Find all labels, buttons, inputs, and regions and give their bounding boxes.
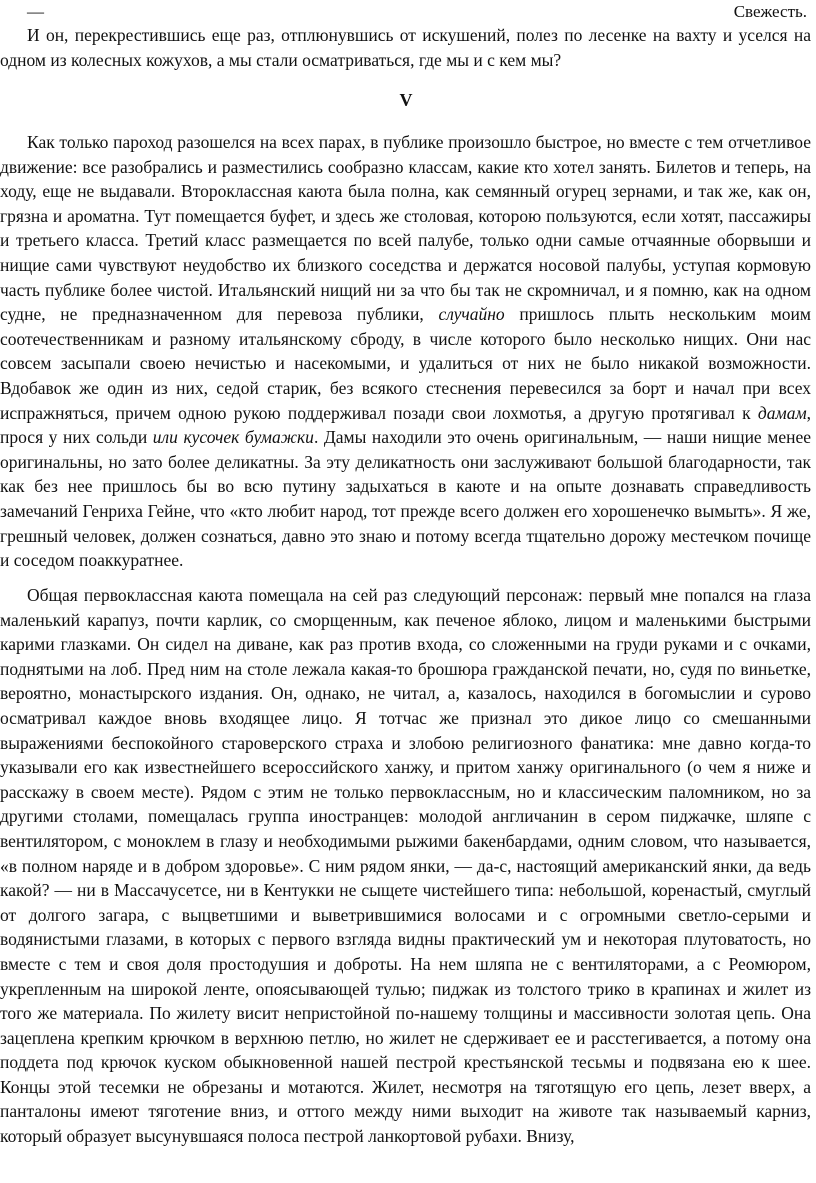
paragraph-3: Общая первоклассная каюта помещала на сей раз следующий персонаж: первый мне попался на глаза маленький карапуз, почти карлик, со сморщенным, как печеное яблоко, лицом и маленькими быстрыми карими глазками. Он сидел на диване, как раз против входа, со сложенными на груди руками и с очками, поднятыми на лоб. Пред ним на столе лежала какая-то брошюра гражданской печати, но, судя по виньетке, вероятно, монастырского издания. Он, однако, не читал, а, казалось, находился в богомыслии и сурово осматривал каждое вновь входящее лицо. Я тотчас же признал это дикое лицо со смешанными выражениями беспокойного староверского страха и злобою религиозного фанатика: мне давно когда-то указывали его как известнейшего всероссийского ханжу, и притом ханжу оригинального (о чем я ниже и расскажу в своем месте). Рядом с этим не только первоклассным, но и классическим паломником, но за другими столами, помещалась группа иностранцев: молодой англичанин в сером пиджачке, шляпе с вентилятором, с моноклем в глазу и необходимыми рыжими бакенбардами, одним словом, что называется, «в полном наряде и в добром здоровье». С ним рядом янки, — да-с, настоящий американский янки, да ведь какой? — ни в Массачусетсе, ни в Кентукки не сыщете чистейшего типа: небольшой, коренастый, смуглый от долгого загара, с выцветшими и выветрившимися волосами и с огромными светло-серыми и водянистыми глазами, в которых с первого взгляда видны практический ум и некоторая плутоватость, но вместе с тем и своя доля простодушия и доброты. На нем шляпа не с вентиляторами, а с Реомюром, укрепленным на широкой ленте, опоясывающей тулью; пиджак из толстого трико в крапинах и жилет из того же материала. По жилету висит непристойной по-нашему толщины и массивности золотая цепь. Она зацеплена крепким крючком в верхнюю петлю, но жилет не сдерживает ее и расстегивается, а потому она поддета под крючок куском обыкновенной нашей пестрой крестьянской тесьмы и подвязана ею к шее. Концы этой тесемки не обрезаны и мотаются. Жилет, несмотря на тяготящую его цепь, лезет вверх, а панталоны имеют тяготение вниз, и оттого между ними выходит на животе так называемый карниз, который образует высунувшаяся полоса пестрой ланкортовой рубахи. Внизу,: [0, 585, 811, 1147]
paragraph-1: И он, перекрестившись еще раз, отплюнувшись от искушений, полез по лесенке на вахту и уселся на одном из колесных кожухов, а мы стали осматриваться, где мы и с кем мы?: [0, 25, 811, 70]
paragraph-2-text-c: , прося у них сольди: [0, 402, 811, 448]
paragraph-2-italic-2: дамам: [757, 402, 807, 423]
dialogue-word-fresh: Свежесть.: [733, 2, 807, 21]
paragraph-2: [0, 130, 811, 573]
chapter-heading: V: [399, 90, 413, 110]
paragraph-2-text-b: пришлось плыть нескольким моим соотечественникам и разному итальянскому сброду, в числе которого было несколько нищих. Они нас совсем засыпали своею нечистью и насекомыми, и удалиться от них не было никакой возможности. Вдобавок же один из них, седой старик, без всякого стеснения перевесился за борт и начал при всех испражняться, причем одною рукою поддерживал позади свои лохмотья, а другую протягивал к: [0, 304, 812, 423]
dialogue-dash: —: [27, 2, 44, 21]
paragraph-2-text-d: . Дамы находили это очень оригинальным, — наши нищие менее оригинальны, но зато более деликатны. За эту деликатность они заслуживают большой благодарности, так как без нее пришлось бы во всю путину задыхаться в каюте и на опыте дознавать справедливость замечаний Генриха Гейне, что «кто любит народ, тот прежде всего должен его хорошенечко вымыть». Я же, грешный человек, должен сознаться, давно это знаю и потому всегда тщательно дорожу местечком почище и соседом поаккуратнее.: [0, 427, 811, 571]
paragraph-2-italic-1: случайно: [438, 304, 505, 325]
paragraph-2-text-a: Как только пароход разошелся на всех парах, в публике произошло быстрое, но вместе с тем отчетливое движение: все разобрались и разместились сообразно классам, какие кто хотел занять. Билетов и теперь, на ходу, еще не выдавали. Второклассная каюта была полна, как семянный огурец зернами, и так же, как он, грязна и ароматна. Тут помещается буфет, и здесь же столовая, которою пользуются, если хотят, пассажиры и третьего класса. Третий класс размещается по всей палубе, только одни самые отчаянные оборвыши и нищие сами чувствуют неудобство их близкого соседства и держатся носовой палубы, уступая кормовую часть публике более чистой. Итальянский нищий ни за что бы так не скромничал, и я помню, как на одном судне, не предназначенном для перевоза публики,: [0, 132, 811, 325]
paragraph-2-italic-3: или кусочек бумажки: [152, 427, 314, 448]
